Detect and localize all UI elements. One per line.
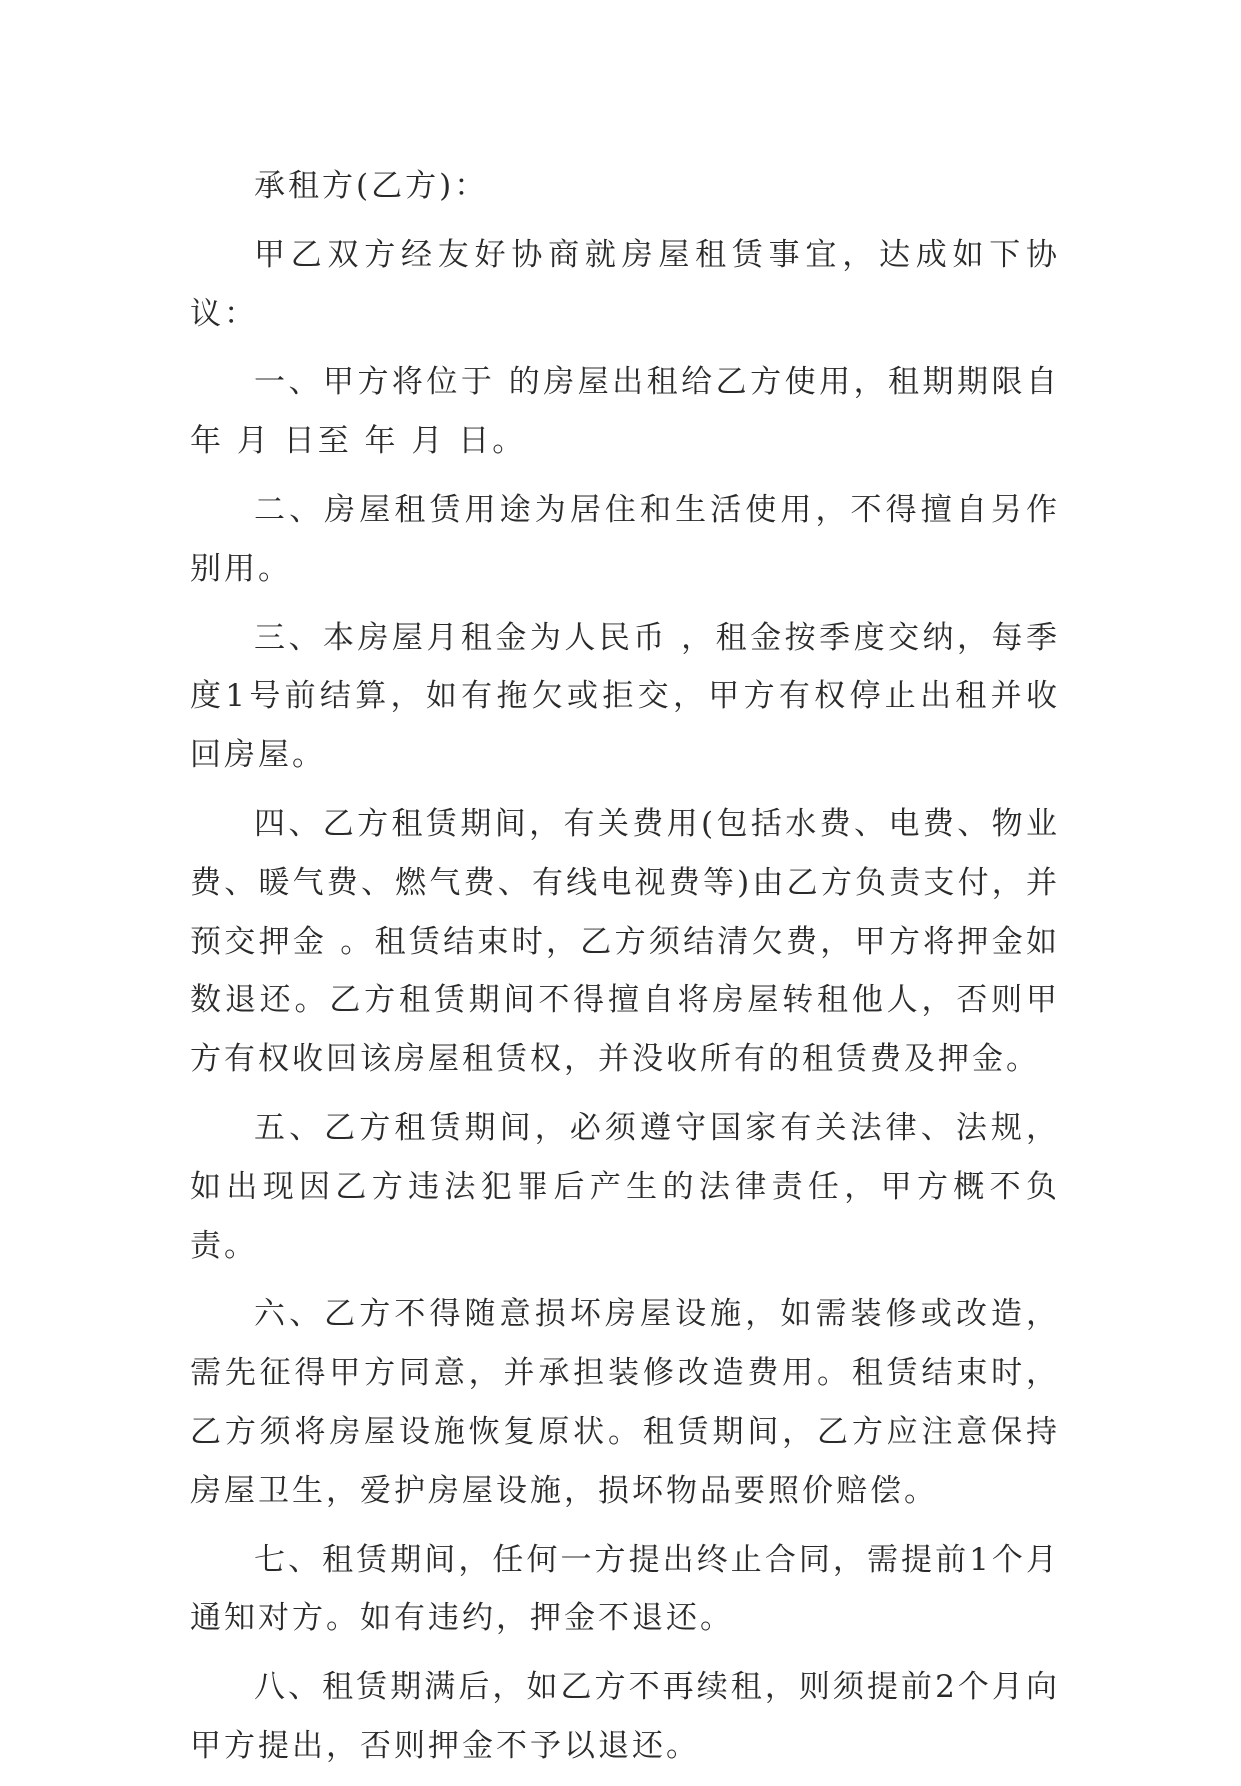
clause-3: 三、本房屋月租金为人民币 ，租金按季度交纳，每季度1号前结算，如有拖欠或拒交，甲方有权停止出租并收回房屋。 [190,619,1060,774]
clause-4: 四、乙方租赁期间，有关费用(包括水费、电费、物业费、暖气费、燃气费、有线电视费等)由乙方负责支付，并预交押金 。租赁结束时，乙方须结清欠费，甲方将押金如数退还。乙方租赁期间不得擅自将房屋转租他人，否则甲方有权收回该房屋租赁权，并没收所有的租赁费及押金。 [190,805,1060,1078]
clause-7: 七、租赁期间，任何一方提出终止合同，需提前1个月通知对方。如有违约，押金不退还。 [190,1541,1060,1637]
clause-8: 八、租赁期满后，如乙方不再续租，则须提前2个月向甲方提出，否则押金不予以退还。 [190,1669,1060,1764]
clause-1: 一、甲方将位于 的房屋出租给乙方使用，租期期限自 年 月 日至 年 月 日。 [190,364,1060,460]
clause-5: 五、乙方租赁期间，必须遵守国家有关法律、法规，如出现因乙方违法犯罪后产生的法律责任，甲方概不负责。 [190,1109,1060,1264]
contract-body [190,157,1060,1786]
clause-6: 六、乙方不得随意损坏房屋设施，如需装修或改造，需先征得甲方同意，并承担装修改造费用。租赁结束时，乙方须将房屋设施恢复原状。租赁期间，乙方应注意保持房屋卫生，爱护房屋设施，损坏物品要照价赔偿。 [190,1296,1060,1509]
paragraph-lessee: 承租方(乙方)： [254,168,489,204]
clause-2: 二、房屋租赁用途为居住和生活使用，不得擅自另作别用。 [190,491,1060,587]
paragraph-agreement-intro: 甲乙双方经友好协商就房屋租赁事宜，达成如下协议： [190,236,1060,332]
